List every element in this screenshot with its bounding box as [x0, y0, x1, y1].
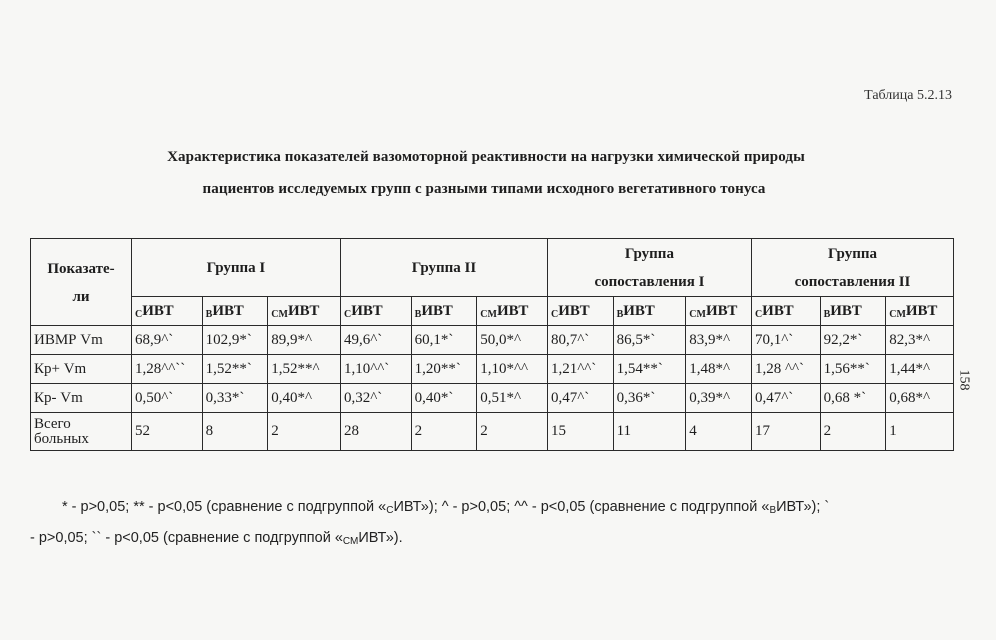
- subgroup-base: ИВТ: [421, 302, 453, 319]
- row-label: [31, 413, 132, 451]
- subgroup-header: [820, 297, 886, 326]
- subgroup-header: [477, 297, 548, 326]
- table-cell: 50,0*^: [477, 326, 548, 355]
- footnote-subscript: СМ: [342, 536, 359, 547]
- footnote-line-2: [30, 530, 403, 547]
- table-cell: 52: [131, 413, 202, 451]
- subgroup-header: [613, 297, 686, 326]
- table-cell: 83,9*^: [686, 326, 752, 355]
- table-cell: 2: [268, 413, 341, 451]
- table-cell: 1,10^^`: [340, 355, 411, 384]
- table-cell: 1,20**`: [411, 355, 477, 384]
- table-cell: 0,39*^: [686, 384, 752, 413]
- subgroup-prefix: СМ: [889, 308, 906, 320]
- header-comparison-group-1-line1: Группа: [624, 245, 674, 262]
- table-cell: 82,3*^: [886, 326, 954, 355]
- subgroup-base: ИВТ: [705, 302, 738, 319]
- subgroup-prefix: В: [616, 308, 624, 320]
- header-comparison-group-2: [751, 239, 953, 297]
- table-row: [31, 384, 954, 413]
- subgroup-header: [686, 297, 752, 326]
- table-cell: 8: [202, 413, 268, 451]
- header-row-subgroups: [31, 297, 954, 326]
- table-cell: 102,9*`: [202, 326, 268, 355]
- table-cell: 0,32^`: [340, 384, 411, 413]
- header-comparison-group-2-line1: Группа: [827, 245, 877, 262]
- table-cell: 1,28 ^^`: [751, 355, 820, 384]
- table-cell: 0,47^`: [751, 384, 820, 413]
- table-cell: 60,1*`: [411, 326, 477, 355]
- table-cell: 70,1^`: [751, 326, 820, 355]
- subgroup-header: [411, 297, 477, 326]
- table-cell: 2: [477, 413, 548, 451]
- subgroup-header: [131, 297, 202, 326]
- table-row: [31, 326, 954, 355]
- subgroup-header: [547, 297, 613, 326]
- subgroup-prefix: В: [823, 308, 831, 320]
- table-cell: 17: [751, 413, 820, 451]
- header-indicator-line2: ли: [72, 289, 90, 305]
- subgroup-header: [340, 297, 411, 326]
- header-comparison-group-2-line2: сопоставления II: [794, 273, 911, 290]
- subgroup-prefix: СМ: [689, 308, 706, 320]
- subgroup-base: ИВТ: [762, 302, 794, 319]
- row-label: Кр+ Vm: [31, 355, 132, 384]
- table-cell: 0,68 *`: [820, 384, 886, 413]
- subgroup-prefix: СМ: [271, 308, 288, 320]
- table-caption-line-2: пациентов исследуемых групп с разными типами исходного вегетативного тонуса: [202, 181, 766, 197]
- table-cell: 1,52**`: [202, 355, 268, 384]
- table-cell: 0,51*^: [477, 384, 548, 413]
- table-cell: 1,10*^^: [477, 355, 548, 384]
- header-comparison-group-1: [547, 239, 751, 297]
- table-cell: 28: [340, 413, 411, 451]
- table-cell: 2: [820, 413, 886, 451]
- table-cell: 86,5*`: [613, 326, 686, 355]
- subgroup-base: ИВТ: [623, 302, 655, 319]
- table-cell: 1,21^^`: [547, 355, 613, 384]
- header-row-groups: [31, 239, 954, 297]
- subgroup-base: ИВТ: [905, 302, 938, 319]
- table-cell: 0,36*`: [613, 384, 686, 413]
- subgroup-prefix: В: [414, 308, 422, 320]
- table-cell: 0,40*^: [268, 384, 341, 413]
- header-group-2-line1: Группа II: [411, 259, 477, 276]
- header-indicator: [31, 239, 132, 326]
- table-cell: 49,6^`: [340, 326, 411, 355]
- subgroup-prefix: В: [205, 308, 213, 320]
- subgroup-base: ИВТ: [496, 302, 529, 319]
- table-cell: 68,9^`: [131, 326, 202, 355]
- table-cell: 0,40*`: [411, 384, 477, 413]
- table-cell: 0,47^`: [547, 384, 613, 413]
- subgroup-prefix: С: [754, 308, 763, 320]
- table-cell: 1,56**`: [820, 355, 886, 384]
- table-cell: 89,9*^: [268, 326, 341, 355]
- row-label: Кр- Vm: [31, 384, 132, 413]
- subgroup-prefix: С: [134, 308, 143, 320]
- table-cell: 4: [686, 413, 752, 451]
- subgroup-base: ИВТ: [351, 302, 383, 319]
- subgroup-base: ИВТ: [558, 302, 590, 319]
- vasomotor-reactivity-table: [30, 238, 954, 451]
- footnote-text: ИВТ»); `: [776, 499, 830, 515]
- subgroup-base: ИВТ: [212, 302, 244, 319]
- row-label: ИВМР Vm: [31, 326, 132, 355]
- table-cell: 15: [547, 413, 613, 451]
- subgroup-prefix: С: [343, 308, 352, 320]
- table-cell: 80,7^`: [547, 326, 613, 355]
- table-cell: 0,50^`: [131, 384, 202, 413]
- subgroup-prefix: СМ: [480, 308, 497, 320]
- header-indicator-line1: Показате-: [47, 261, 115, 277]
- table-cell: 1,48*^: [686, 355, 752, 384]
- table-row: [31, 413, 954, 451]
- table-caption-line-1: Характеристика показателей вазомоторной реактивности на нагрузки химической природы: [167, 149, 805, 165]
- table-number: Таблица 5.2.13: [864, 88, 952, 103]
- page-number: 158: [956, 369, 972, 391]
- footnote-subscript: В: [769, 505, 777, 516]
- table-cell: 1,44*^: [886, 355, 954, 384]
- table-row: [31, 355, 954, 384]
- footnote-line-1: [62, 499, 829, 516]
- table-cell: 1,52**^: [268, 355, 341, 384]
- table-cell: 0,68*^: [886, 384, 954, 413]
- table-cell: 1: [886, 413, 954, 451]
- footnote-subscript: С: [386, 505, 394, 516]
- subgroup-base: ИВТ: [142, 302, 174, 319]
- table-cell: 0,33*`: [202, 384, 268, 413]
- footnote-text: ИВТ»).: [358, 530, 403, 546]
- subgroup-prefix: С: [550, 308, 559, 320]
- header-group-1: [131, 239, 340, 297]
- row-label-line1: Всего: [34, 415, 71, 432]
- row-label-line2: больных: [34, 430, 89, 447]
- header-group-1-line1: Группа I: [206, 259, 266, 276]
- footnote-text: ИВТ»); ^ - p>0,05; ^^ - p<0,05 (сравнение с подгруппой «: [393, 499, 770, 515]
- subgroup-header: [886, 297, 954, 326]
- subgroup-header: [268, 297, 341, 326]
- table-cell: 11: [613, 413, 686, 451]
- subgroup-header: [751, 297, 820, 326]
- header-group-2: [340, 239, 547, 297]
- table-cell: 1,54**`: [613, 355, 686, 384]
- header-comparison-group-1-line2: сопоставления I: [594, 273, 705, 290]
- footnote-text: - p>0,05; `` - p<0,05 (сравнение с подгруппой «: [30, 530, 343, 546]
- subgroup-base: ИВТ: [830, 302, 862, 319]
- table-cell: 1,28^^``: [131, 355, 202, 384]
- footnote-text: * - p>0,05; ** - p<0,05 (сравнение с подгруппой «: [62, 499, 387, 515]
- subgroup-base: ИВТ: [287, 302, 320, 319]
- table-cell: 2: [411, 413, 477, 451]
- subgroup-header: [202, 297, 268, 326]
- table-cell: 92,2*`: [820, 326, 886, 355]
